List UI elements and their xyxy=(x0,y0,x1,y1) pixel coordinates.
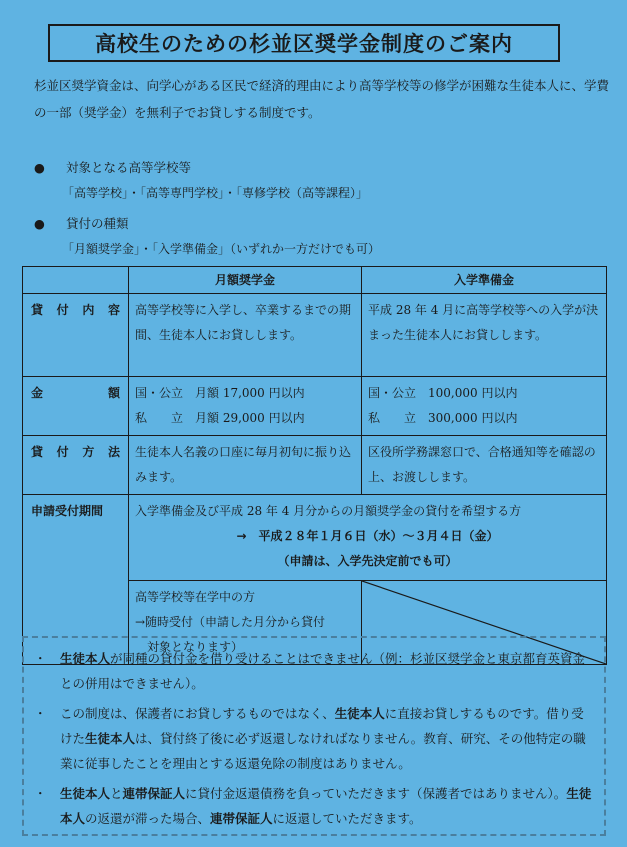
table-row-amount xyxy=(23,377,607,436)
loan-type-heading: 貸付の種類 xyxy=(66,216,129,231)
row-label-amount: 金 額 xyxy=(23,377,129,436)
loan-type-section-heading xyxy=(34,214,129,232)
period-main xyxy=(129,495,607,581)
note-segment: と xyxy=(110,786,123,801)
bullet-icon: ● xyxy=(34,160,45,175)
emphasis-student: 生徒本人 xyxy=(60,786,111,801)
note-text xyxy=(60,646,592,696)
page-title: 高校生のための杉並区奨学金制度のご案内 xyxy=(48,24,560,62)
row-label-content: 貸付内容 xyxy=(23,294,129,377)
period-dates: → 平成２８年１月６日（水）～３月４日（金） xyxy=(236,529,499,543)
method-monthly: 生徒本人名義の口座に毎月初旬に振り込みます。 xyxy=(129,436,362,495)
emphasis-student: 生徒本人 xyxy=(60,651,111,666)
note-marker: ・ xyxy=(34,706,47,721)
emphasis-student: 生徒本人 xyxy=(60,786,592,826)
amount-monthly xyxy=(129,377,362,436)
note-item xyxy=(34,781,592,831)
amount-entrance-private: 私 立 300,000 円以内 xyxy=(368,411,518,425)
bullet-icon: ● xyxy=(34,216,45,231)
note-segment: に貸付金返還債務を負っていただきます（保護者ではありません）。 xyxy=(185,786,567,801)
amount-entrance xyxy=(362,377,607,436)
loan-type-detail: 「月額奨学金」・「入学準備金」（いずれか一方だけでも可） xyxy=(62,242,381,256)
note-text xyxy=(60,781,592,831)
target-detail: 「高等学校」・「高等専門学校」・「専修学校（高等課程）」 xyxy=(62,186,369,200)
row-label-period: 申請受付期間 xyxy=(23,495,129,665)
amount-entrance-public: 国・公立 100,000 円以内 xyxy=(368,386,518,400)
intro-text: 杉並区奨学資金は、向学心がある区民で経済的理由により高等学校等の修学が困難な生徒本人に、学費の一部（奨学金）を無利子でお貸しする制度です。 xyxy=(34,78,610,120)
period-enrolled-line3: 対象となります） xyxy=(135,640,244,654)
content-entrance: 平成 28 年 4 月に高等学校等への入学が決まった生徒本人にお貸しします。 xyxy=(362,294,607,377)
note-segment: の返還が滞った場合、 xyxy=(85,811,211,826)
period-note: （申請は、入学先決定前でも可） xyxy=(277,554,458,568)
note-segment: が同種の貸付金を借り受けることはできません（例：杉並区奨学金と東京都育英資金との併用はできません）。 xyxy=(60,651,586,691)
emphasis-guarantor: 連帯保証人 xyxy=(122,786,186,801)
header-entrance: 入学準備金 xyxy=(362,267,607,294)
note-item xyxy=(34,701,592,776)
target-section-heading xyxy=(34,158,191,176)
note-item xyxy=(34,646,592,696)
table-header-row xyxy=(23,267,607,294)
amount-monthly-private: 私 立 月額 29,000 円以内 xyxy=(135,411,305,425)
emphasis-guarantor: 連帯保証人 xyxy=(210,811,273,826)
emphasis-student: 生徒本人 xyxy=(334,706,385,721)
loan-table xyxy=(22,266,607,665)
note-segment: は、貸付終了後に必ず返還しなければなりません。教育、研究、その他特定の職業に従事したことを理由とする返還免除の制度はありません。 xyxy=(60,731,586,771)
row-label-method: 貸付方法 xyxy=(23,436,129,495)
table-row-period xyxy=(23,495,607,581)
note-marker: ・ xyxy=(34,651,47,666)
note-segment: に直接お貸しするものです。借り受けた xyxy=(60,706,584,746)
content-monthly: 高等学校等に入学し、卒業するまでの期間、生徒本人にお貸しします。 xyxy=(129,294,362,377)
period-enrolled-line2: →随時受付（申請した月分から貸付 xyxy=(135,615,326,629)
table-row-content xyxy=(23,294,607,377)
note-segment: に返還していただきます。 xyxy=(272,811,422,826)
method-entrance: 区役所学務課窓口で、合格通知等を確認の上、お渡しします。 xyxy=(362,436,607,495)
note-marker: ・ xyxy=(34,786,47,801)
header-empty xyxy=(23,267,129,294)
emphasis-student: 生徒本人 xyxy=(85,731,136,746)
table-row-method xyxy=(23,436,607,495)
header-monthly: 月額奨学金 xyxy=(129,267,362,294)
amount-monthly-public: 国・公立 月額 17,000 円以内 xyxy=(135,386,305,400)
notes-box xyxy=(22,636,606,836)
note-segment: この制度は、保護者にお貸しするものではなく、 xyxy=(60,706,335,721)
period-enrolled-line1: 高等学校等在学中の方 xyxy=(135,590,256,604)
period-main-text: 入学準備金及び平成 28 年 4 月分からの月額奨学金の貸付を希望する方 xyxy=(135,504,522,518)
target-heading: 対象となる高等学校等 xyxy=(66,160,192,175)
note-text xyxy=(60,701,592,776)
